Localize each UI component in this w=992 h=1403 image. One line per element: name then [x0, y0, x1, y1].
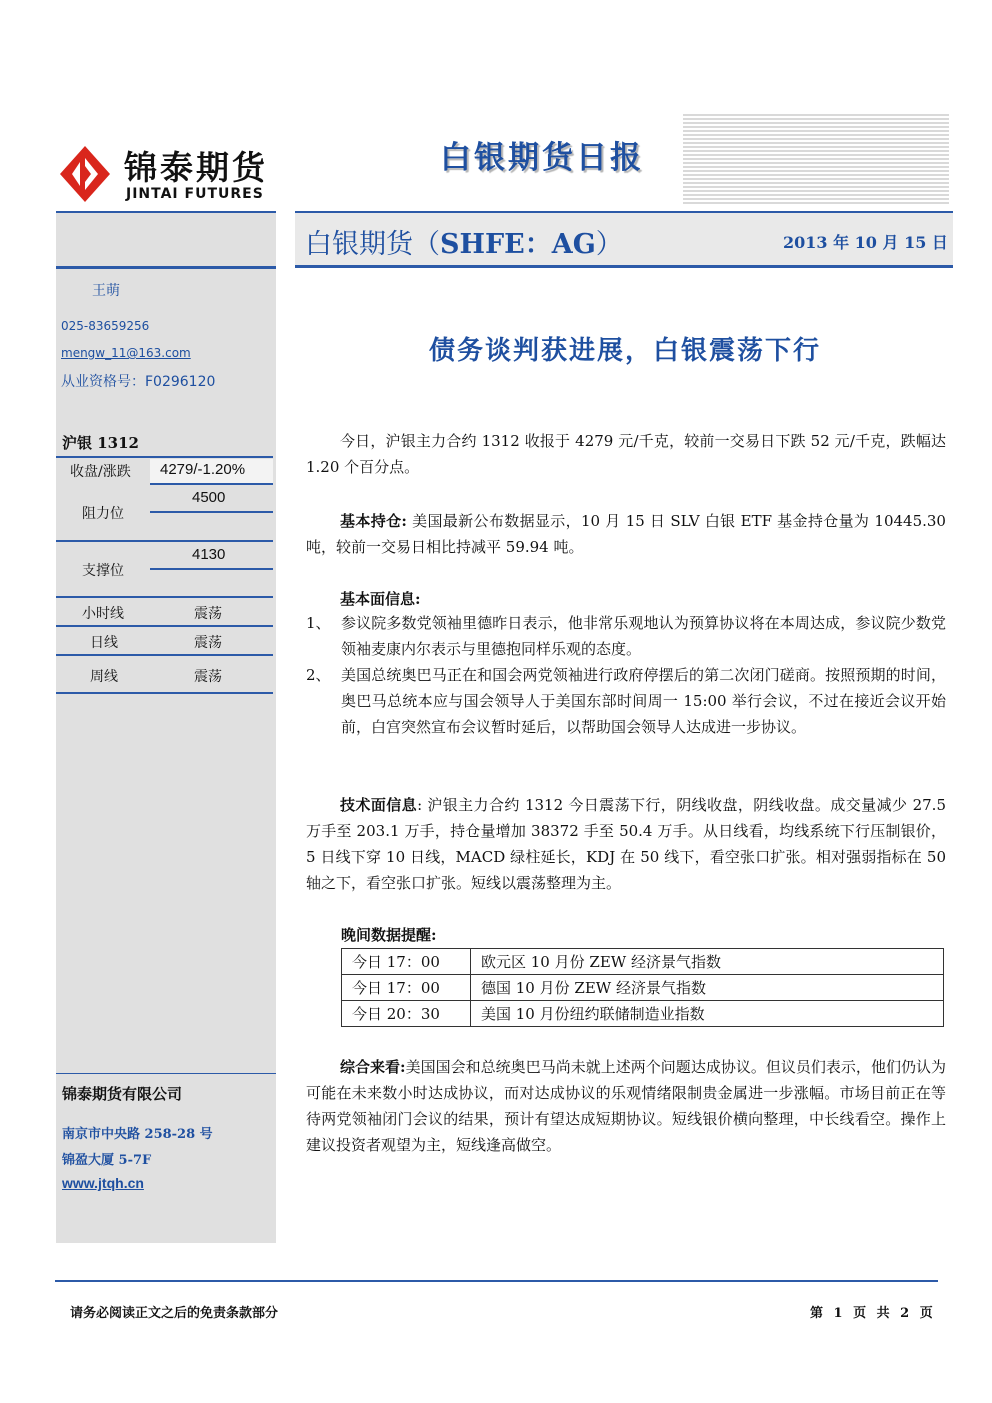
- holdings-lead: 基本持仓:: [340, 512, 407, 530]
- close-label: 收盘/涨跌: [70, 464, 131, 480]
- analyst-name: 王萌: [92, 283, 120, 299]
- event-time: 今日 17：00: [342, 949, 471, 975]
- table-row: [342, 975, 944, 1001]
- trend-weekly-label: 周线: [90, 669, 118, 685]
- footer-page-number: 第 1 页 共 2 页: [810, 1306, 933, 1321]
- intro-paragraph: 今日，沪银主力合约 1312 收报于 4279 元/千克，较前一交易日下跌 52 元/千克，跌幅达 1.20 个百分点。: [306, 432, 946, 476]
- analyst-license: 从业资格号：F0296120: [61, 374, 216, 390]
- fundamental-item-text: 参议院多数党领袖里德昨日表示，他非常乐观地认为预算协议将在本周达成，参议院少数党领袖麦康内尔表示与里德抱同样乐观的态度。: [341, 614, 946, 658]
- evening-data-title: 晚间数据提醒:: [341, 926, 437, 944]
- sidebar-top-rule: [56, 211, 276, 213]
- support-label: 支撑位: [82, 563, 124, 579]
- trend-hourly-value: 震荡: [194, 606, 222, 622]
- sidebar-divider: [56, 654, 273, 656]
- analyst-email-link[interactable]: mengw_11@163.com: [61, 346, 191, 360]
- analyst-phone: 025-83659256: [61, 319, 150, 333]
- technical-text: : 沪银主力合约 1312 今日震荡下行，阴线收盘，阴线收盘。成交量减少 27.5 万手至 203.1 万手，持仓量增加 38372 手至 50.4 万手。从日线看，均线系统下行压制银价，5 日线下穿 10 日线，MACD 绿柱延长，KDJ 在 50 线下，看空张口扩张。相对强弱指标在 50 轴之下，看空张口扩张。短线以震荡整理为主。: [306, 796, 946, 892]
- summary-paragraph: [306, 1054, 946, 1158]
- report-date: 2013 年 10 月 15 日: [783, 233, 948, 252]
- event-name: 美国 10 月份纽约联储制造业指数: [471, 1001, 944, 1027]
- sidebar-divider: [56, 456, 273, 458]
- fundamental-lead: 基本面信息:: [340, 590, 421, 608]
- technical-paragraph: [306, 792, 946, 896]
- sidebar-divider: [150, 568, 273, 570]
- footer-disclaimer: 请务必阅读正文之后的免责条款部分: [70, 1306, 279, 1321]
- product-top-rule: [295, 211, 953, 213]
- holdings-paragraph: [306, 508, 946, 560]
- company-address-line2: 锦盈大厦 5-7F: [62, 1153, 152, 1168]
- logo-name-cn: 锦泰期货: [124, 148, 268, 187]
- report-title: 白银期货日报: [440, 140, 644, 176]
- trend-hourly-label: 小时线: [82, 606, 124, 622]
- sidebar-divider: [56, 596, 273, 598]
- support-value: 4130: [192, 546, 226, 563]
- logo-diamond-icon: [58, 144, 112, 204]
- event-name: 欧元区 10 月份 ZEW 经济景气指数: [471, 949, 944, 975]
- company-logo: [58, 140, 288, 210]
- technical-lead: 技术面信息: [340, 796, 418, 814]
- resistance-value: 4500: [192, 489, 226, 506]
- sidebar-divider: [150, 483, 273, 485]
- trend-daily-label: 日线: [90, 635, 118, 651]
- fundamental-item-number: 2、: [306, 666, 331, 684]
- contract-label: 沪银 1312: [62, 434, 139, 452]
- trend-daily-value: 震荡: [194, 635, 222, 651]
- product-title: [305, 222, 623, 261]
- fundamental-heading: [306, 586, 946, 612]
- close-value: 4279/-1.20%: [160, 461, 246, 478]
- evening-data-table: [341, 948, 944, 1027]
- sidebar-divider: [150, 511, 273, 513]
- sidebar-header-rule: [56, 266, 276, 269]
- article-headline: 债务谈判获进展，白银震荡下行: [428, 336, 821, 366]
- company-name: 锦泰期货有限公司: [62, 1085, 183, 1103]
- sidebar-divider: [56, 692, 273, 694]
- event-name: 德国 10 月份 ZEW 经济景气指数: [471, 975, 944, 1001]
- product-suffix: ）: [595, 229, 623, 260]
- sidebar-divider: [56, 625, 273, 627]
- sidebar-divider: [56, 540, 273, 542]
- resistance-label: 阻力位: [82, 506, 124, 522]
- header-stripes: [683, 114, 949, 204]
- trend-weekly-value: 震荡: [194, 669, 222, 685]
- event-time: 今日 17：00: [342, 975, 471, 1001]
- fundamental-item-number: 1、: [306, 614, 331, 632]
- logo-name-en: JINTAI FUTURES: [126, 186, 264, 202]
- footer-rule: [55, 1280, 938, 1282]
- table-row: [342, 1001, 944, 1027]
- fundamental-item-text: 美国总统奥巴马正在和国会两党领袖进行政府停摆后的第二次闭门磋商。按照预期的时间，奥巴马总统本应与国会领导人于美国东部时间周一 15:00 举行会议，不过在接近会议开始前，白宫突然宣布会议暂时延后，以帮助国会领导人达成进一步协议。: [341, 666, 946, 736]
- summary-text: 美国国会和总统奥巴马尚未就上述两个问题达成协议。但议员们表示，他们仍认为可能在未来数小时达成协议，而对达成协议的乐观情绪限制贵金属进一步涨幅。市场目前正在等待两党领袖闭门会议的结果，预计有望达成短期协议。短线银价横向整理，中长线看空。操作上建议投资者观望为主，短线逢高做空。: [306, 1058, 946, 1154]
- company-divider: [56, 1073, 276, 1074]
- product-prefix: 白银期货（: [305, 229, 440, 260]
- summary-lead: 综合来看:: [340, 1058, 406, 1076]
- holdings-text: 美国最新公布数据显示，10 月 15 日 SLV 白银 ETF 基金持仓量为 10445.30 吨，较前一交易日相比持减平 59.94 吨。: [306, 512, 946, 556]
- product-code: SHFE：AG: [440, 229, 596, 260]
- company-address-line1: 南京市中央路 258-28 号: [62, 1127, 213, 1142]
- event-time: 今日 20：30: [342, 1001, 471, 1027]
- company-website-link[interactable]: www.jtqh.cn: [62, 1175, 144, 1191]
- table-row: [342, 949, 944, 975]
